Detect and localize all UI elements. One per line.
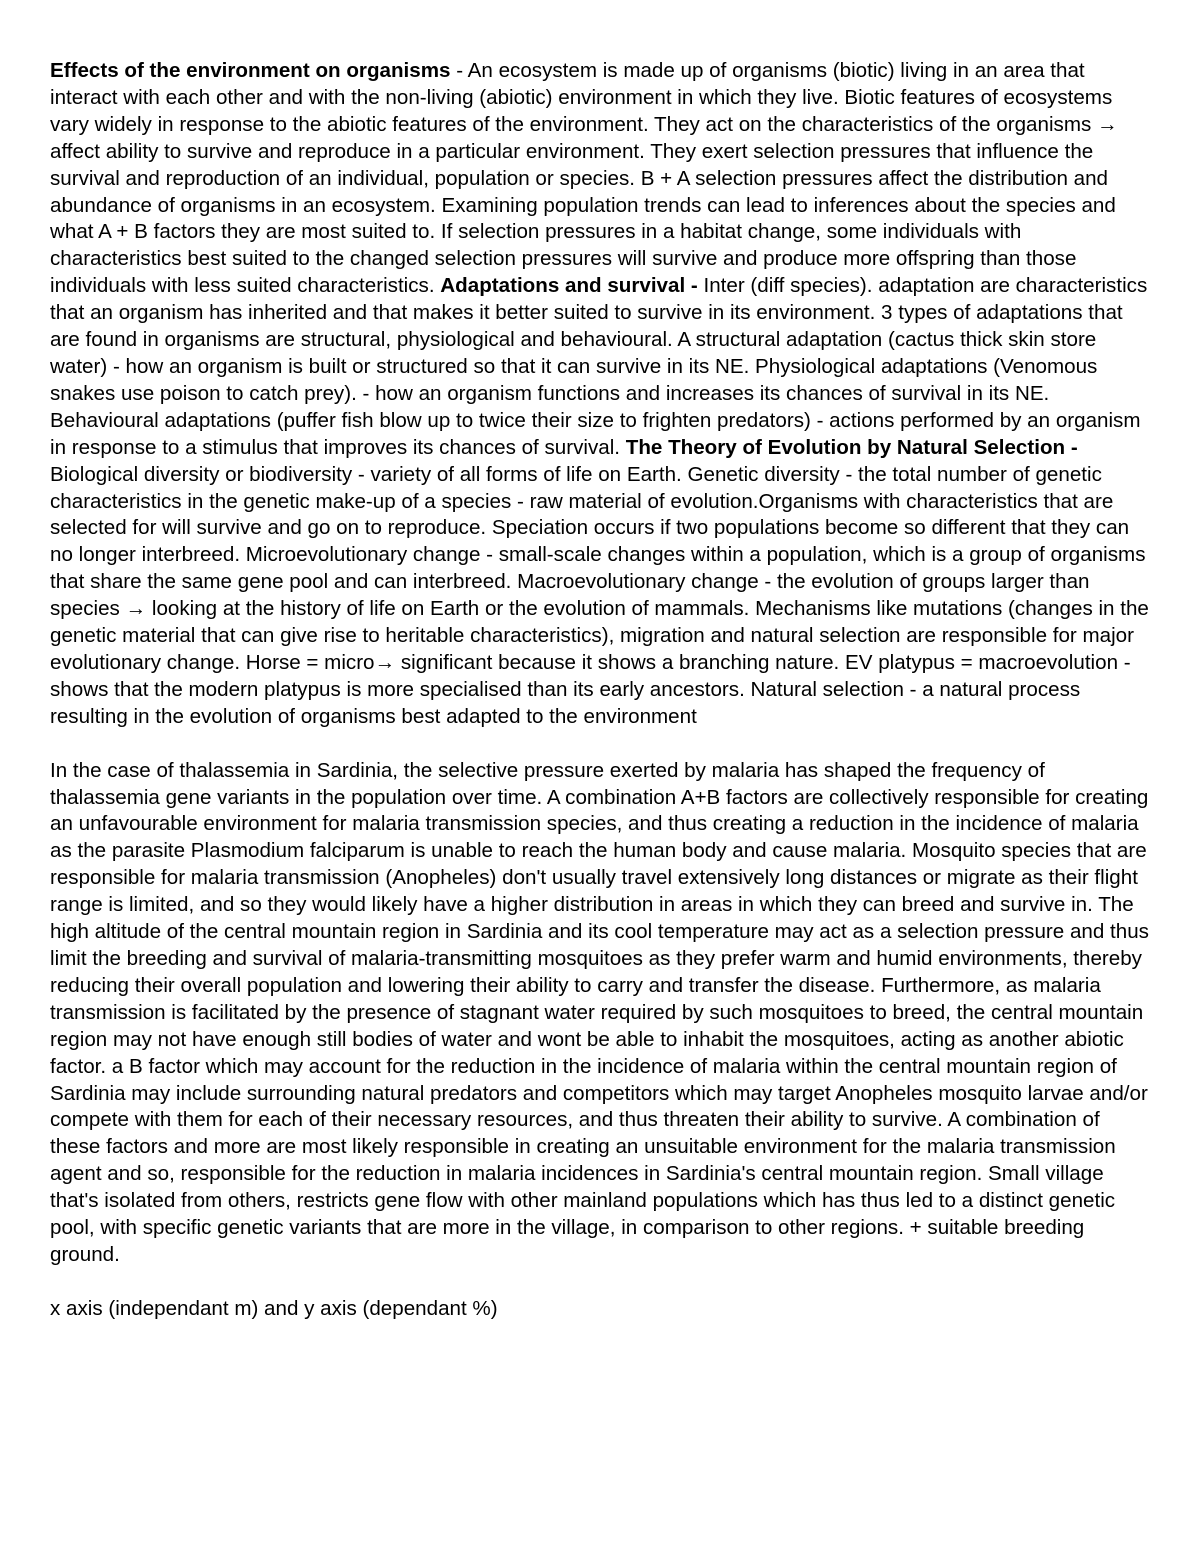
text-theory-of-evolution: Biological diversity or biodiversity - variety of all forms of life on Earth. Genetic diversity - the total number of genetic characteristics in the genetic make-up of a species - raw material of evolution.Organisms with characteristics that are selected for will survive and go on to reproduce. Speciation occurs if two populations become so different that they can no longer interbreed. Microevolutionary change - small-scale changes within a population, which is a group of organisms that share the same gene pool and can interbreed. Macroevolutionary change - the evolution of groups larger than species → looking at the history of life on Earth or the evolution of mammals. Mechanisms like mutations (changes in the genetic material that can give rise to heritable characteristics), migration and natural selection are responsible for major evolutionary change. Horse = micro→ significant because it shows a branching nature. EV platypus = macroevolution - shows that the modern platypus is more specialised than its early ancestors. Natural selection - a natural process resulting in the evolution of organisms best adapted to the environment bbox=[50, 462, 1149, 728]
document-page bbox=[50, 58, 1152, 1323]
paragraph-axis-note: x axis (independant m) and y axis (dependant %) bbox=[50, 1296, 498, 1320]
paragraph-evolution-notes bbox=[50, 58, 1152, 731]
heading-effects-environment: Effects of the environment on organisms bbox=[50, 59, 451, 82]
paragraph-spacer bbox=[50, 731, 1152, 758]
paragraph-spacer bbox=[50, 1269, 1152, 1296]
text-effects-environment: - An ecosystem is made up of organisms (biotic) living in an area that interact with each other and with the non-living (abiotic) environment in which they live. Biotic features of ecosystems vary widely in response to the abiotic features of the environment. They act on the characteristics of the organisms → affect ability to survive and reproduce in a particular environment. They exert selection pressures that influence the survival and reproduction of an individual, population or species. B + A selection pressures affect the distribution and abundance of organisms in an ecosystem. Examining population trends can lead to inferences about the species and what A + B factors they are most suited to. If selection pressures in a habitat change, some individuals with characteristics best suited to the changed selection pressures will survive and produce more offspring than those individuals with less suited characteristics. bbox=[50, 59, 1118, 298]
paragraph-thalassemia-sardinia: In the case of thalassemia in Sardinia, the selective pressure exerted by malaria has shaped the frequency of thalassemia gene variants in the population over time. A combination A+B factors are collectively responsible for creating an unfavourable environment for malaria transmission species, and thus creating a reduction in the incidence of malaria as the parasite Plasmodium falciparum is unable to reach the human body and cause malaria. Mosquito species that are responsible for malaria transmission (Anopheles) don't usually travel extensively long distances or migrate as their flight range is limited, and so they would likely have a higher distribution in areas in which they can breed and survive in. The high altitude of the central mountain region in Sardinia and its cool temperature may act as a selection pressure and thus limit the breeding and survival of malaria-transmitting mosquitoes as they prefer warm and humid environments, thereby reducing their overall population and lowering their ability to carry and transfer the disease. Furthermore, as malaria transmission is facilitated by the presence of stagnant water required by such mosquitoes to breed, the central mountain region may not have enough still bodies of water and wont be able to inhabit the mosquitoes, acting as another abiotic factor. a B factor which may account for the reduction in the incidence of malaria within the central mountain region of Sardinia may include surrounding natural predators and competitors which may target Anopheles mosquito larvae and/or compete with them for each of their necessary resources, and thus threaten their ability to survive. A combination of these factors and more are most likely responsible in creating an unsuitable environment for the malaria transmission agent and so, responsible for the reduction in malaria incidences in Sardinia's central mountain region. Small village that's isolated from others, restricts gene flow with other mainland populations which has thus led to a distinct genetic pool, with specific genetic variants that are more in the village, in comparison to other regions. + suitable breeding ground. bbox=[50, 758, 1149, 1266]
heading-theory-of-evolution: The Theory of Evolution by Natural Selection - bbox=[625, 435, 1078, 459]
heading-adaptations-survival: Adaptations and survival - bbox=[440, 274, 698, 298]
text-adaptations-survival: Inter (diff species). adaptation are characteristics that an organism has inherited and that makes it better suited to survive in its environment. 3 types of adaptations that are found in organisms are structural, physiological and behavioural. A structural adaptation (cactus thick skin store water) - how an organism is built or structured so that it can survive in its NE. Physiological adaptations (Venomous snakes use poison to catch prey). - how an organism functions and increases its chances of survival in its NE. Behavioural adaptations (puffer fish blow up to twice their size to frighten predators) - actions performed by an organism in response to a stimulus that improves its chances of survival. bbox=[50, 274, 1148, 459]
